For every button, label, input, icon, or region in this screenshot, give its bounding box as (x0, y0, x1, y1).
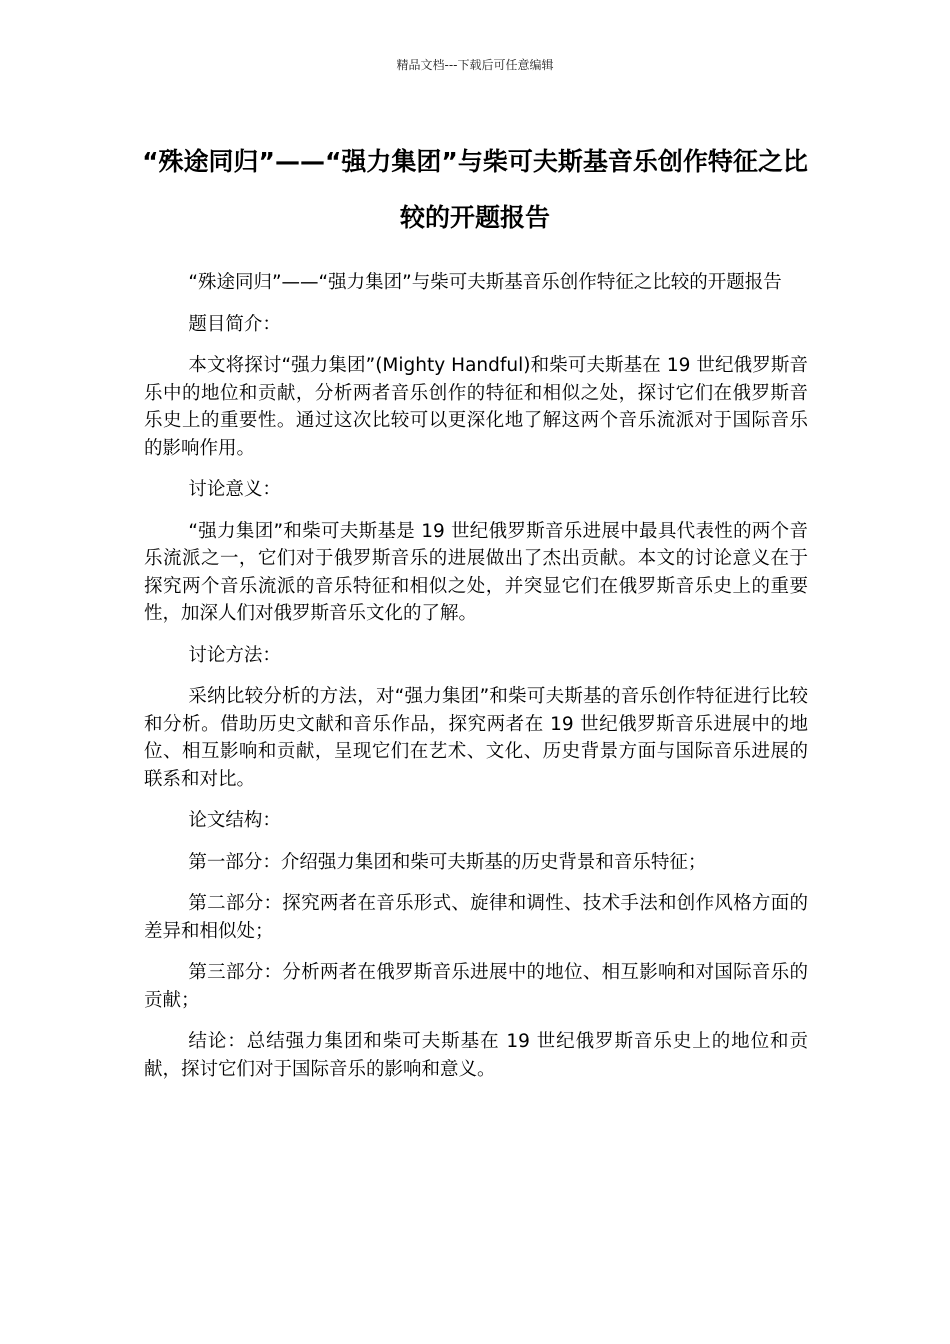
paragraph-topic-intro: 本文将探讨“强力集团”(Mighty Handful)和柴可夫斯基在 19 世纪俄罗斯音乐中的地位和贡献，分析两者音乐创作的特征和相似之处，探讨它们在俄罗斯音乐史上的重要性。通过这次比较可以更深化地了解这两个音乐流派对于国际音乐的影响作用。 (144, 355, 808, 459)
paragraph-part-two: 第二部分：探究两者在音乐形式、旋律和调性、技术手法和创作风格方面的差异和相似处； (144, 893, 808, 942)
document-body (144, 269, 808, 1097)
document-title: “殊途同归”——“强力集团”与柴可夫斯基音乐创作特征之比较的开题报告 (142, 147, 808, 232)
paragraph-significance: “强力集团”和柴可夫斯基是 19 世纪俄罗斯音乐进展中最具代表性的两个音乐流派之一，它们对于俄罗斯音乐的进展做出了杰出贡献。本文的讨论意义在于探究两个音乐流派的音乐特征和相似之处，并突显它们在俄罗斯音乐史上的重要性，加深人们对俄罗斯音乐文化的了解。 (144, 520, 808, 624)
heading-topic-intro: 题目简介： (188, 313, 281, 335)
paragraph-full-title: “殊途同归”——“强力集团”与柴可夫斯基音乐创作特征之比较的开题报告 (188, 272, 782, 293)
paragraph-part-three: 第三部分：分析两者在俄罗斯音乐进展中的地位、相互影响和对国际音乐的贡献； (144, 962, 808, 1011)
paragraph-part-one: 第一部分：介绍强力集团和柴可夫斯基的历史背景和音乐特征； (188, 851, 707, 873)
heading-structure: 论文结构： (188, 810, 281, 831)
paragraph-method: 采纳比较分析的方法，对“强力集团”和柴可夫斯基的音乐创作特征进行比较和分析。借助历史文献和音乐作品，探究两者在 19 世纪俄罗斯音乐进展中的地位、相互影响和贡献，呈现它们在艺术、文化、历史背景方面与国际音乐进展的联系和对比。 (144, 686, 808, 790)
header-note: 精品文档---下载后可任意编辑 (396, 58, 554, 72)
paragraph-conclusion: 结论：总结强力集团和柴可夫斯基在 19 世纪俄罗斯音乐史上的地位和贡献，探讨它们对于国际音乐的影响和意义。 (144, 1031, 808, 1080)
heading-significance: 讨论意义： (188, 479, 281, 500)
heading-method: 讨论方法： (188, 644, 281, 666)
